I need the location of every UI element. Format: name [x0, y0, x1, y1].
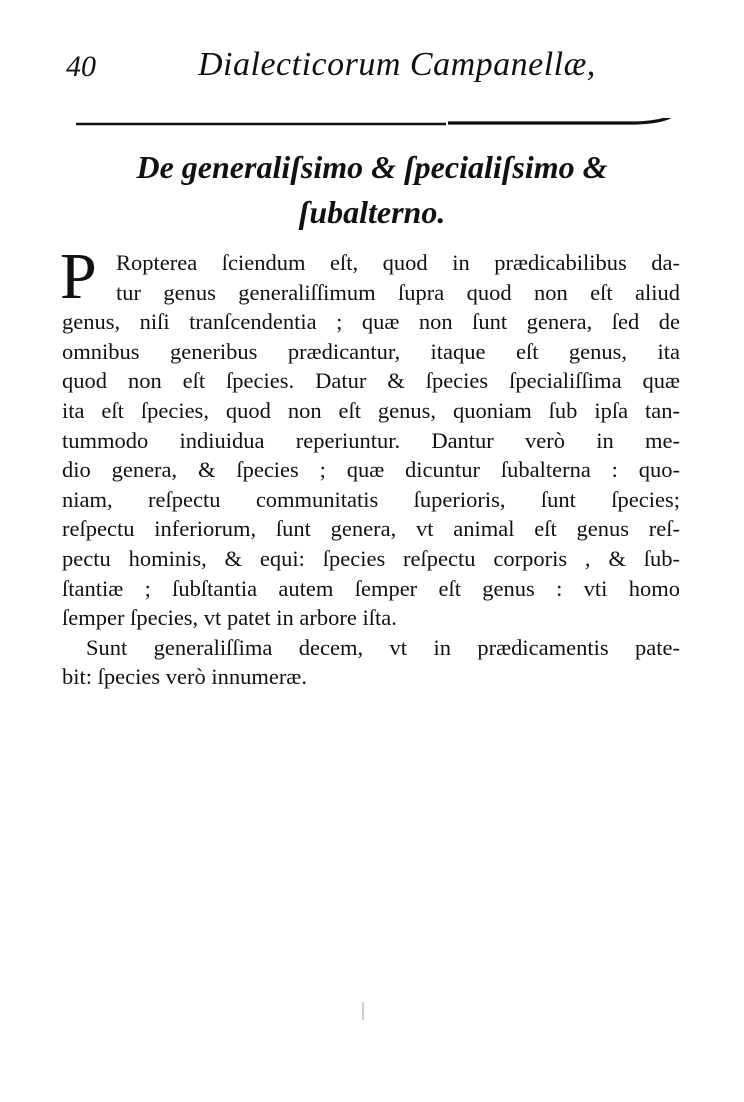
- text-line: ſemper ſpecies, vt patet in arbore iſta.: [62, 605, 397, 631]
- text-line: niam, reſpectu communitatis ſuperioris, ſunt ſpecies;: [62, 486, 680, 512]
- running-title: Dialecticorum Campanellæ,: [198, 46, 596, 83]
- text-line: bit: ſpecies verò innumeræ.: [62, 664, 307, 690]
- paper-mark: [362, 1002, 364, 1020]
- paragraph-2: [62, 633, 680, 692]
- paragraph-1: [62, 248, 680, 633]
- text-line: dio genera, & ſpecies ; quæ dicuntur ſubalterna : quo-: [62, 457, 680, 483]
- text-line: omnibus generibus prædicantur, itaque eſt genus, ita: [62, 338, 680, 364]
- text-line: quod non eſt ſpecies. Datur & ſpecies ſpecialiſſima quæ: [62, 368, 680, 394]
- text-line: genus, niſi tranſcendentia ; quæ non ſunt genera, ſed de: [62, 309, 680, 335]
- text-line: ſtantiæ ; ſubſtantia autem ſemper eſt genus : vti homo: [62, 575, 680, 601]
- text-line: ita eſt ſpecies, quod non eſt genus, quoniam ſub ipſa tan-: [62, 397, 680, 423]
- drop-cap-initial: P: [60, 240, 97, 313]
- page-number: 40: [66, 50, 96, 83]
- main-text: [60, 240, 680, 692]
- text-line: Sunt generaliſſima decem, vt in prædicamentis pate-: [86, 634, 680, 660]
- header-rule: [76, 118, 672, 132]
- text-line: tummodo indiuidua reperiuntur. Dantur verò in me-: [62, 427, 680, 453]
- text-line: pectu hominis, & equi: ſpecies reſpectu corporis , & ſub-: [62, 545, 680, 571]
- section-title: De generaliſsimo & ſpecialiſsimo & ſubalterno.: [136, 149, 608, 230]
- text-line: Ropterea ſciendum eſt, quod in prædicabilibus da-: [116, 250, 680, 275]
- text-line: reſpectu inferiorum, ſunt genera, vt animal eſt genus reſ-: [62, 516, 680, 542]
- text-line: tur genus generaliſſimum ſupra quod non eſt aliud: [116, 279, 680, 305]
